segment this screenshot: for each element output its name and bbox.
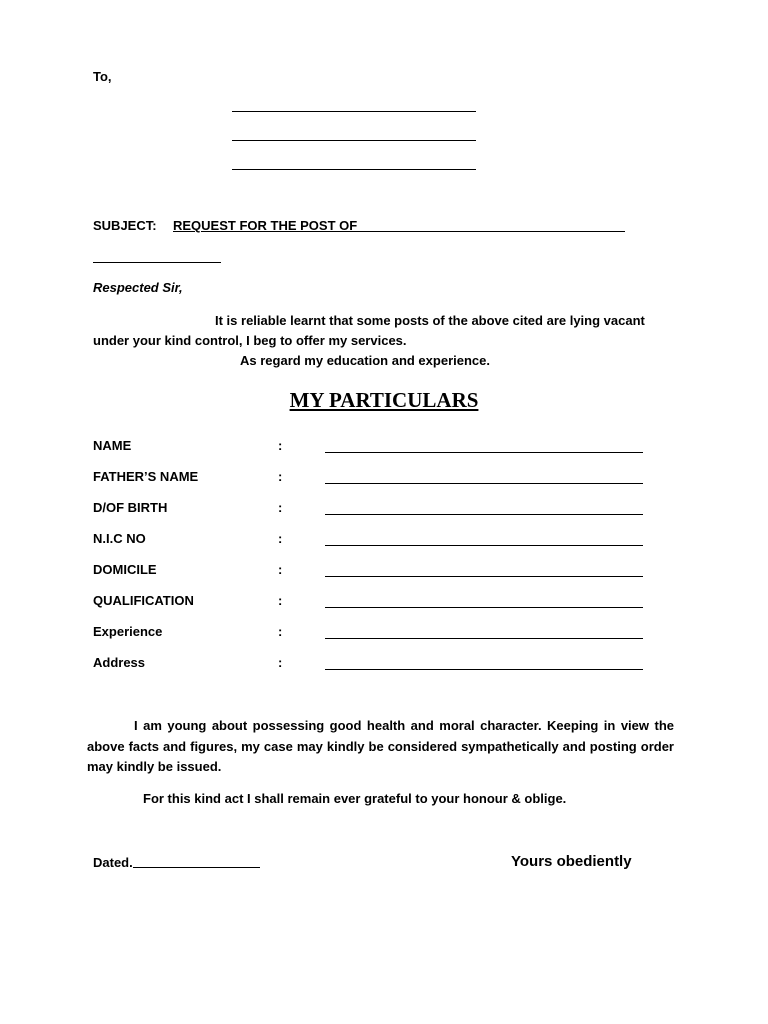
- particular-row-name: [93, 438, 653, 458]
- closing: Yours obediently: [511, 853, 632, 870]
- address-line-2[interactable]: [232, 140, 476, 141]
- to-label: To,: [93, 69, 112, 84]
- particular-label: Experience: [93, 624, 163, 639]
- domicile-field[interactable]: [325, 576, 643, 577]
- body-paragraph: I am young about possessing good health and moral character. Keeping in view the above facts and figures, my case may kindly be considered sympathetically and posting order may kindly be issued.: [87, 718, 674, 774]
- gratitude-line: For this kind act I shall remain ever grateful to your honour & oblige.: [143, 791, 567, 806]
- dated-row: [93, 855, 260, 870]
- date-of-birth-field[interactable]: [325, 514, 643, 515]
- address-line-3[interactable]: [232, 169, 476, 170]
- post-name-line-continued[interactable]: [93, 262, 221, 263]
- particular-row-dob: [93, 500, 653, 520]
- subject-text: REQUEST FOR THE POST OF: [173, 218, 358, 233]
- particular-label: NAME: [93, 438, 132, 453]
- nic-number-field[interactable]: [325, 545, 643, 546]
- particular-colon: :: [278, 624, 283, 639]
- fathers-name-field[interactable]: [325, 483, 643, 484]
- particular-colon: :: [278, 438, 283, 453]
- particular-label: D/OF BIRTH: [93, 500, 168, 515]
- particular-row-domicile: [93, 562, 653, 582]
- particular-label: FATHER’S NAME: [93, 469, 199, 484]
- particular-row-address: [93, 655, 653, 675]
- particular-colon: :: [278, 469, 283, 484]
- particular-row-fathers-name: [93, 469, 653, 489]
- particular-colon: :: [278, 531, 283, 546]
- particular-label: DOMICILE: [93, 562, 157, 577]
- date-field[interactable]: [133, 867, 260, 868]
- particulars-heading: MY PARTICULARS: [289, 388, 479, 412]
- particular-colon: :: [278, 655, 283, 670]
- salutation: Respected Sir,: [93, 280, 183, 295]
- particular-label: QUALIFICATION: [93, 593, 194, 608]
- experience-field[interactable]: [325, 638, 643, 639]
- address-field[interactable]: [325, 669, 643, 670]
- intro-line-3: As regard my education and experience.: [240, 353, 490, 368]
- subject-label: SUBJECT:: [93, 218, 157, 233]
- particular-row-nic: [93, 531, 653, 551]
- particular-row-experience: [93, 624, 653, 644]
- particular-label: Address: [93, 655, 146, 670]
- subject-row: [93, 218, 625, 234]
- particular-label: N.I.C NO: [93, 531, 146, 546]
- particular-colon: :: [278, 593, 283, 608]
- intro-line-2: under your kind control, I beg to offer my services.: [93, 333, 407, 348]
- qualification-field[interactable]: [325, 607, 643, 608]
- post-name-line[interactable]: [357, 231, 625, 232]
- dated-label: Dated.: [93, 855, 133, 870]
- intro-line-1: It is reliable learnt that some posts of the above cited are lying vacant: [215, 313, 645, 328]
- particular-row-qualification: [93, 593, 653, 613]
- particular-colon: :: [278, 562, 283, 577]
- name-field[interactable]: [325, 452, 643, 453]
- particular-colon: :: [278, 500, 283, 515]
- address-line-1[interactable]: [232, 111, 476, 112]
